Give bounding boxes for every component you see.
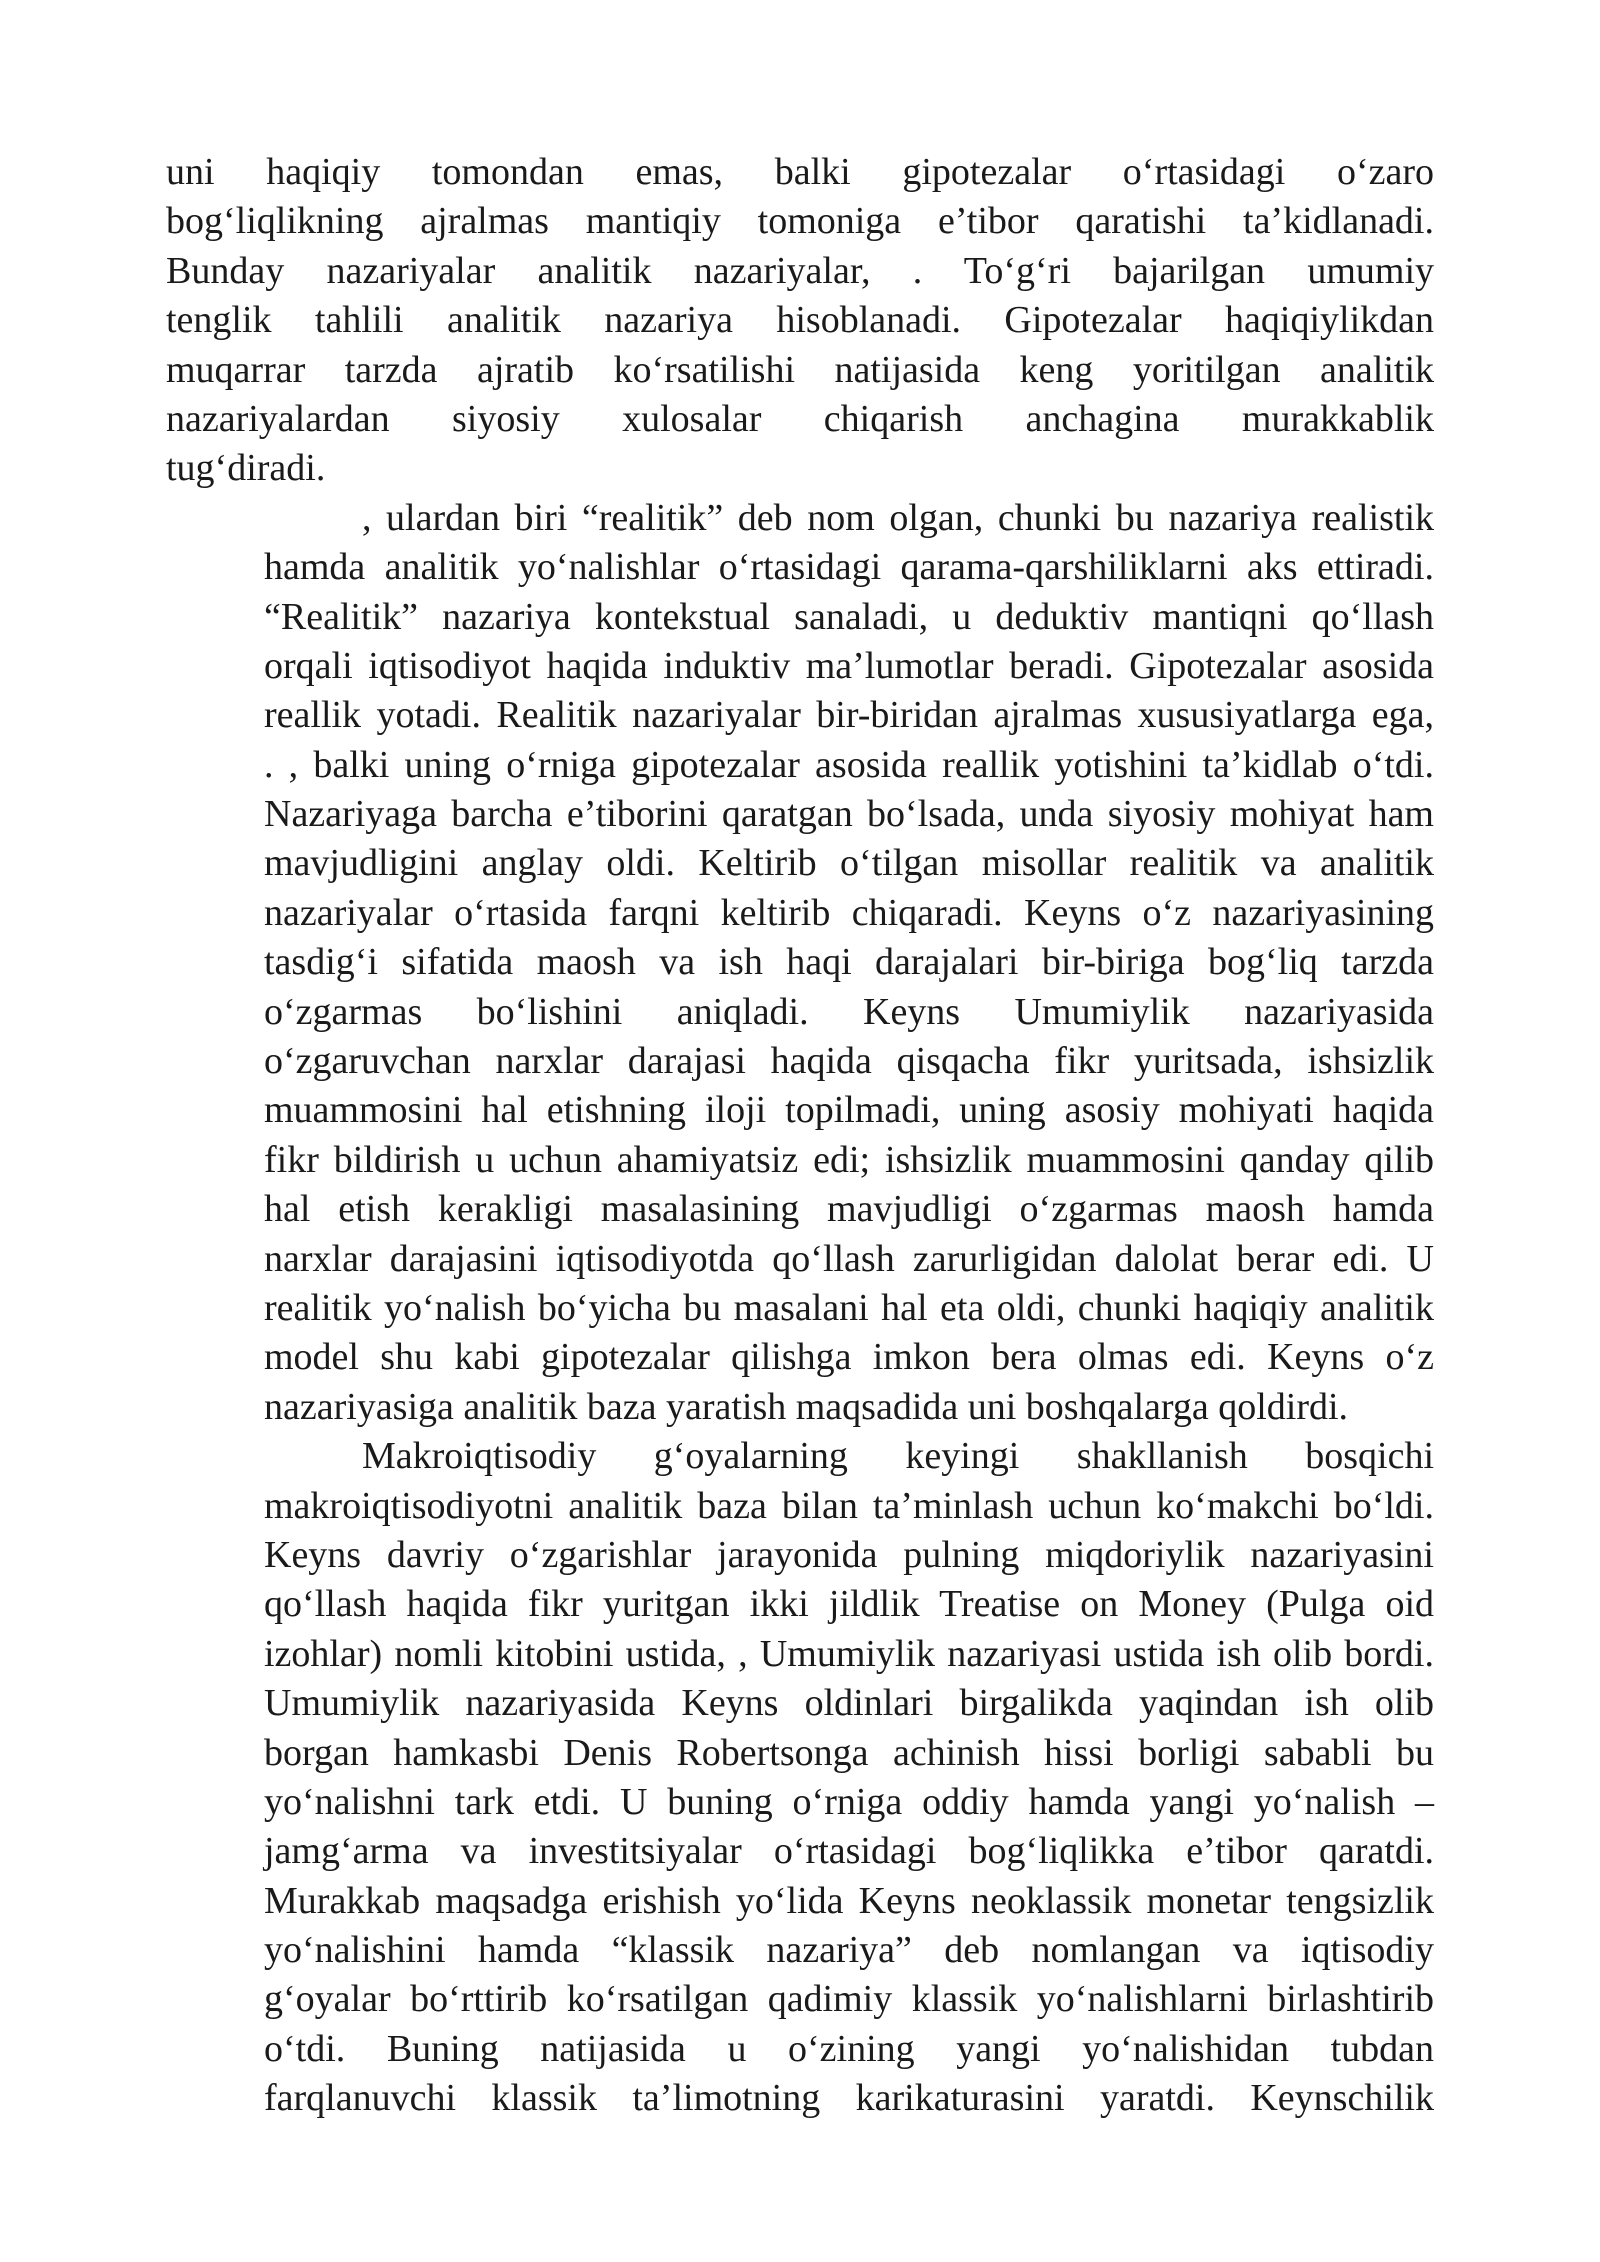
text-line: o‘zgarmas bo‘lishini aniqladi. Keyns Umumiylik nazariyasida (264, 990, 1434, 1033)
text-line: tug‘diradi. (166, 447, 326, 490)
text-line: makroiqtisodiyotni analitik baza bilan ta’minlash uchun ko‘makchi bo‘ldi. (264, 1484, 1434, 1527)
text-line: “Realitik” nazariya kontekstual sanaladi, u deduktiv mantiqni qo‘llash (264, 595, 1434, 638)
text-line: Nazariyaga barcha e’tiborini qaratgan bo‘lsada, unda siyosiy mohiyat ham (264, 793, 1434, 836)
text-line: bog‘liqlikning ajralmas mantiqiy tomoniga e’tibor qaratishi ta’kidlanadi. (166, 200, 1434, 243)
text-line: yo‘nalishini hamda “klassik nazariya” deb nomlangan va iqtisodiy (264, 1929, 1434, 1972)
text-line: farqlanuvchi klassik ta’limotning karikaturasini yaratdi. Keynschilik (264, 2077, 1434, 2120)
text-line: yo‘nalishni tark etdi. U buning o‘rniga oddiy hamda yangi yo‘nalish – (264, 1780, 1434, 1823)
text-line: Makroiqtisodiy g‘oyalarning keyingi shakllanish bosqichi (362, 1435, 1434, 1478)
paragraph-1 (166, 148, 1434, 494)
text-line: g‘oyalar bo‘rttirib ko‘rsatilgan qadimiy klassik yo‘nalishlarni birlashtirib (264, 1978, 1434, 2021)
text-line: fikr bildirish u uchun ahamiyatsiz edi; ishsizlik muammosini qanday qilib (264, 1138, 1434, 1181)
paragraph-3 (166, 1432, 1434, 2123)
document-page (166, 148, 1434, 2124)
text-line: nazariyalar o‘rtasida farqni keltirib chiqaradi. Keyns o‘z nazariyasining (264, 891, 1434, 934)
text-line: hamda analitik yo‘nalishlar o‘rtasidagi qarama-qarshiliklarni aks ettiradi. (264, 546, 1434, 589)
text-line: muammosini hal etishning iloji topilmadi, uning asosiy mohiyati haqida (264, 1089, 1434, 1132)
text-line: tasdig‘i sifatida maosh va ish haqi darajalari bir-biriga bog‘liq tarzda (264, 941, 1434, 984)
text-line: Umumiylik nazariyasida Keyns oldinlari birgalikda yaqindan ish olib (264, 1682, 1434, 1725)
text-line: jamg‘arma va investitsiyalar o‘rtasidagi bog‘liqlikka e’tibor qaratdi. (264, 1830, 1434, 1873)
text-line: orqali iqtisodiyot haqida induktiv ma’lumotlar beradi. Gipotezalar asosida (264, 644, 1434, 687)
text-line: Bunday nazariyalar analitik nazariyalar, . To‘g‘ri bajarilgan umumiy (166, 249, 1434, 292)
text-line: nazariyasiga analitik baza yaratish maqsadida uni boshqalarga qoldirdi. (264, 1385, 1349, 1428)
text-line: hal etish kerakligi masalasining mavjudligi o‘zgarmas maosh hamda (264, 1188, 1434, 1231)
text-line: izohlar) nomli kitobini ustida, , Umumiylik nazariyasi ustida ish olib bordi. (264, 1632, 1434, 1675)
text-line: nazariyalardan siyosiy xulosalar chiqarish anchagina murakkablik (166, 397, 1434, 440)
text-line: Murakkab maqsadga erishish yo‘lida Keyns neoklassik monetar tengsizlik (264, 1879, 1434, 1922)
text-line: borgan hamkasbi Denis Robertsonga achinish hissi borligi sababli bu (264, 1731, 1434, 1774)
text-line: . , balki uning o‘rniga gipotezalar asosida reallik yotishini ta’kidlab o‘tdi. (264, 743, 1434, 786)
text-line: o‘tdi. Buning natijasida u o‘zining yangi yo‘nalishidan tubdan (264, 2027, 1434, 2070)
text-line: muqarrar tarzda ajratib ko‘rsatilishi natijasida keng yoritilgan analitik (166, 348, 1434, 391)
text-line: reallik yotadi. Realitik nazariyalar bir-biridan ajralmas xususiyatlarga ega, (264, 694, 1434, 737)
text-line: uni haqiqiy tomondan emas, balki gipotezalar o‘rtasidagi o‘zaro (166, 151, 1434, 193)
text-line: , ulardan biri “realitik” deb nom olgan, chunki bu nazariya realistik (362, 496, 1434, 539)
paragraph-2 (166, 494, 1434, 1432)
text-line: realitik yo‘nalish bo‘yicha bu masalani hal eta oldi, chunki haqiqiy analitik (264, 1286, 1434, 1329)
text-line: narxlar darajasini iqtisodiyotda qo‘llash zarurligidan dalolat berar edi. U (264, 1237, 1434, 1280)
text-line: mavjudligini anglay oldi. Keltirib o‘tilgan misollar realitik va analitik (264, 842, 1434, 885)
text-line: qo‘llash haqida fikr yuritgan ikki jildlik Treatise on Money (Pulga oid (264, 1583, 1434, 1626)
text-line: o‘zgaruvchan narxlar darajasi haqida qisqacha fikr yuritsada, ishsizlik (264, 1040, 1434, 1083)
text-line: model shu kabi gipotezalar qilishga imkon bera olmas edi. Keyns o‘z (264, 1336, 1434, 1379)
text-line: Keyns davriy o‘zgarishlar jarayonida pulning miqdoriylik nazariyasini (264, 1533, 1434, 1576)
text-line: tenglik tahlili analitik nazariya hisoblanadi. Gipotezalar haqiqiylikdan (166, 299, 1434, 342)
